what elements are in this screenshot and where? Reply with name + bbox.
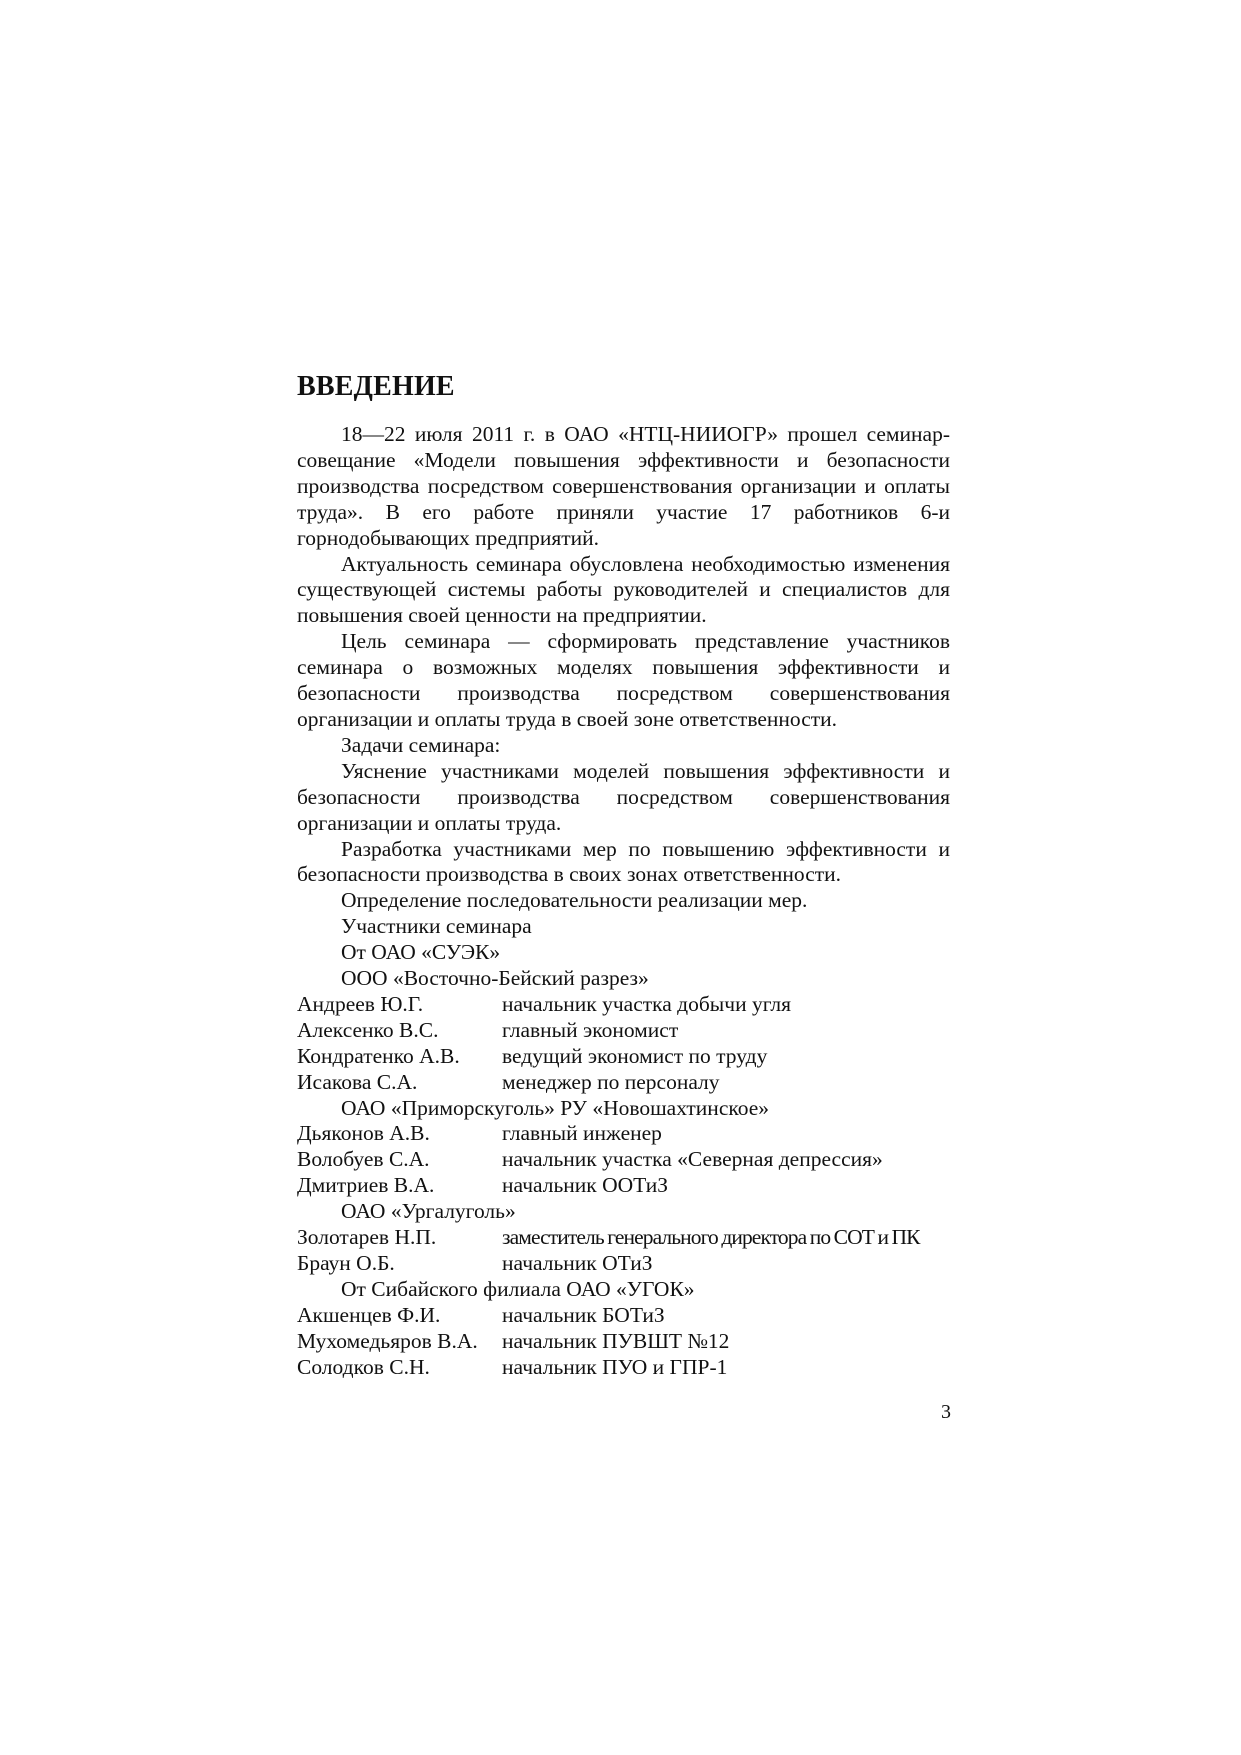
goal-paragraph: Цель семинара — сформировать представление участников семинара о возможных моделях повышения эффективности и безопасности производства посредством совершенствования организации и оплаты труда в своей зоне ответственности. <box>297 629 950 731</box>
task-item: Определение последовательности реализации мер. <box>341 888 808 913</box>
participant-role: менеджер по персоналу <box>502 1069 720 1094</box>
participant-role: начальник ООТиЗ <box>502 1173 669 1198</box>
participant-role: ведущий экономист по труду <box>502 1043 768 1068</box>
participant-name: Исакова С.А. <box>297 1069 418 1094</box>
participant-row <box>297 1044 950 1070</box>
task-item: Разработка участниками мер по повышению эффективности и безопасности производства в своих зонах ответственности. <box>297 836 950 887</box>
participant-row <box>297 1173 950 1199</box>
participant-role: заместитель генерального директора по СОТ и ПК <box>502 1225 920 1250</box>
participant-role: главный экономист <box>502 1017 679 1042</box>
participant-role: начальник БОТиЗ <box>502 1302 665 1327</box>
participant-group <box>297 966 950 1096</box>
participant-row <box>297 1303 950 1329</box>
group-org-name: ОАО «Приморскуголь» РУ «Новошахтинское» <box>341 1095 770 1120</box>
participant-name: Андреев Ю.Г. <box>297 991 424 1016</box>
participant-group <box>297 1277 950 1381</box>
participant-row <box>297 1147 950 1173</box>
participant-row <box>297 1329 950 1355</box>
tasks-title: Задачи семинара: <box>341 732 501 757</box>
participant-name: Дьяконов А.В. <box>297 1121 430 1146</box>
participant-row <box>297 1355 950 1381</box>
participant-name: Алексенко В.С. <box>297 1017 439 1042</box>
participant-row <box>297 1225 950 1251</box>
relevance-paragraph: Актуальность семинара обусловлена необходимостью изменения существующей системы работы руководителей и специалистов для повышения своей ценности на предприятии. <box>297 551 950 628</box>
participant-name: Золотарев Н.П. <box>297 1225 437 1250</box>
group-org-name: ОАО «Ургалуголь» <box>341 1199 516 1224</box>
participant-name: Браун О.Б. <box>297 1251 395 1275</box>
participant-row <box>297 992 950 1018</box>
participant-row <box>297 1018 950 1044</box>
group-org-name: От Сибайского филиала ОАО «УГОК» <box>341 1276 695 1301</box>
participant-role: начальник ПУВШТ №12 <box>502 1328 730 1353</box>
participant-name: Солодков С.Н. <box>297 1354 430 1379</box>
participant-role: начальник участка добычи угля <box>502 991 792 1016</box>
participant-name: Волобуев С.А. <box>297 1147 430 1172</box>
org-main: От ОАО «СУЭК» <box>341 940 501 965</box>
participant-role: начальник ОТиЗ <box>502 1251 653 1275</box>
intro-paragraph: 18—22 июля 2011 г. в ОАО «НТЦ-НИИОГР» прошел семинар-совещание «Модели повышения эффективности и безопасности производства посредством совершенствования организации и оплаты труда». В его работе приняли участие 17 работников 6-и горнодобывающих предприятий. <box>297 422 950 550</box>
participant-row <box>297 1121 950 1147</box>
participant-group <box>297 1096 950 1200</box>
section-heading: ВВЕДЕНИЕ <box>297 371 455 402</box>
participant-role: начальник участка «Северная депрессия» <box>502 1147 883 1172</box>
participant-row <box>297 1070 950 1096</box>
participants-title: Участники семинара <box>341 914 532 939</box>
participant-role: главный инженер <box>502 1121 662 1146</box>
participant-group <box>297 1199 950 1277</box>
participant-name: Акшенцев Ф.И. <box>297 1302 441 1327</box>
task-item: Уяснение участниками моделей повышения эффективности и безопасности производства посредством совершенствования организации и оплаты труда. <box>297 758 950 835</box>
page-number: 3 <box>941 1401 951 1423</box>
participant-role: начальник ПУО и ГПР-1 <box>502 1354 728 1379</box>
participant-name: Мухомедьяров В.А. <box>297 1328 478 1353</box>
page-content <box>297 370 950 1381</box>
participant-name: Дмитриев В.А. <box>297 1173 435 1198</box>
participant-name: Кондратенко А.В. <box>297 1043 460 1068</box>
group-org-name: ООО «Восточно-Бейский разрез» <box>341 966 649 991</box>
participant-row <box>297 1251 950 1277</box>
